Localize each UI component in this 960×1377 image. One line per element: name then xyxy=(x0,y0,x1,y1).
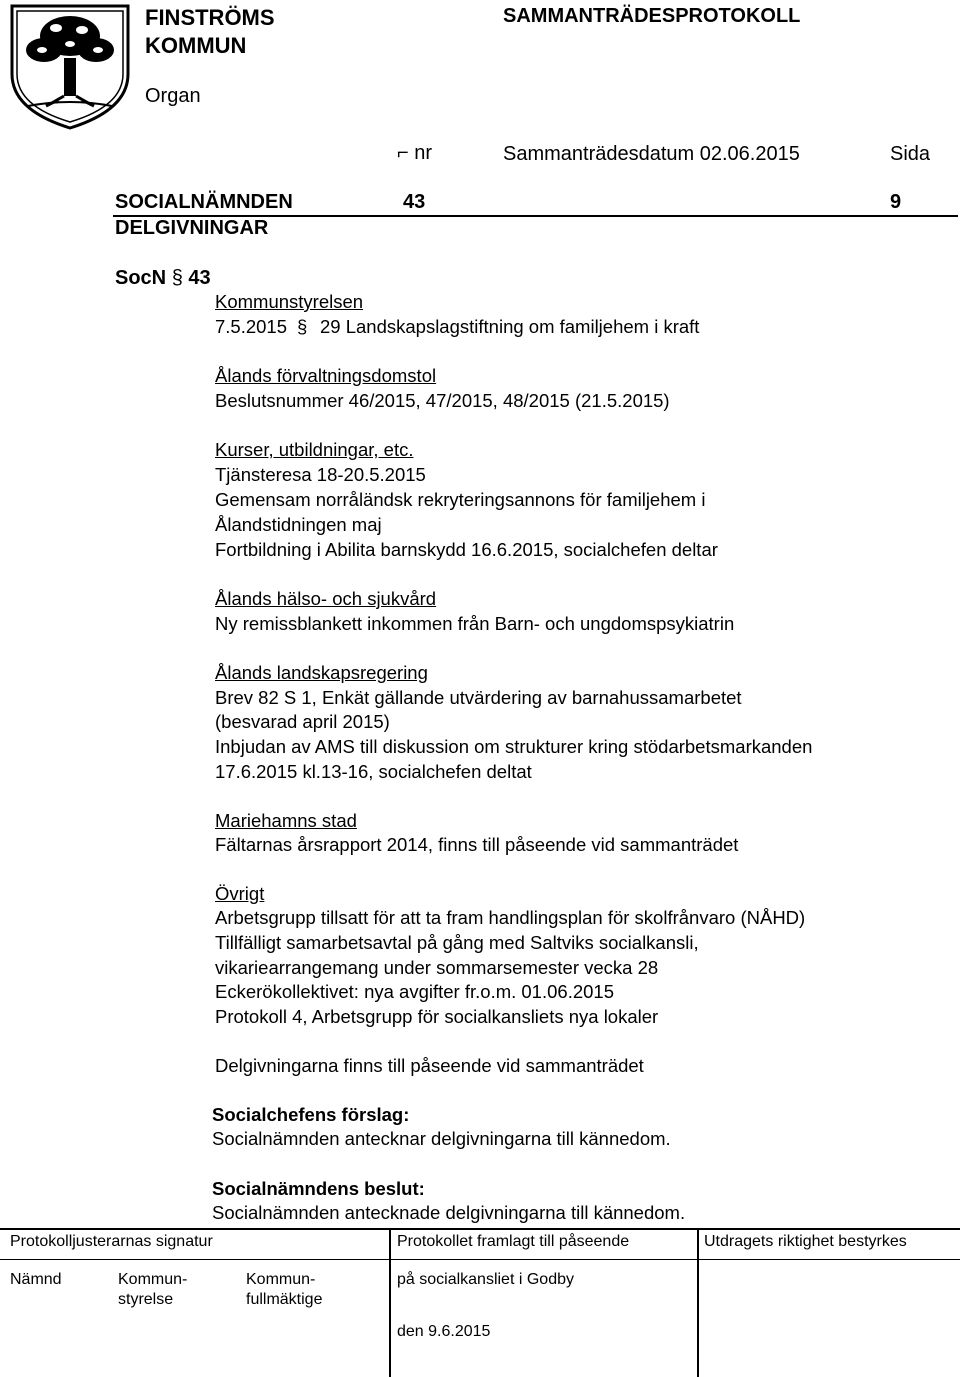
page-label: Sida xyxy=(890,143,931,165)
sender-kurser: Kurser, utbildningar, etc. xyxy=(215,439,414,460)
body-line: (besvarad april 2015) xyxy=(215,711,390,732)
decision-text: Socialnämnden antecknade delgivningarna till kännedom. xyxy=(212,1202,686,1223)
section-symbol-inline: § xyxy=(297,316,308,337)
body-line: Fältarnas årsrapport 2014, finns till påseende vid sammanträdet xyxy=(215,834,739,855)
body-line: Brev 82 S 1, Enkät gällande utvärdering av barnahussamarbetet xyxy=(215,687,742,708)
nr-label: ⌐ nr xyxy=(397,142,433,164)
body-line: Eckerökollektivet: nya avgifter fr.o.m. 01.06.2015 xyxy=(215,981,614,1002)
body-line: Gemensam norråländsk rekryteringsannons för familjehem i xyxy=(215,489,706,510)
decision-heading: Socialnämndens beslut: xyxy=(212,1178,425,1199)
municipality-name-line2: KOMMUN xyxy=(145,33,247,58)
section-symbol: § xyxy=(171,267,183,289)
public-display-label: Protokollet framlagt till påseende xyxy=(397,1233,630,1250)
meeting-date-label: Sammanträdesdatum 02.06.2015 xyxy=(503,143,800,165)
organ-label: Organ xyxy=(145,85,201,107)
proposal-heading: Socialchefens förslag: xyxy=(212,1104,410,1125)
section-reference xyxy=(115,267,211,290)
footer-label-divider xyxy=(0,1259,960,1260)
signature-column-kommunstyrelse-2: styrelse xyxy=(118,1291,174,1308)
footer-top-border xyxy=(0,1228,960,1230)
section-number: 43 xyxy=(188,267,211,289)
signature-column-kommunstyrelse-1: Kommun- xyxy=(118,1271,188,1288)
nr-label-text: nr xyxy=(414,142,433,164)
municipality-coat-of-arms-logo xyxy=(6,2,134,132)
signature-column-namnd: Nämnd xyxy=(10,1271,62,1288)
body-line: 29 Landskapslagstiftning om familjehem i kraft xyxy=(320,316,700,337)
body-line: Tjänsteresa 18-20.5.2015 xyxy=(215,464,426,485)
body-line: Arbetsgrupp tillsatt för att ta fram handlingsplan för skolfrånvaro (NÅHD) xyxy=(215,907,806,928)
sender-ovrigt: Övrigt xyxy=(215,883,265,904)
document-title: SAMMANTRÄDESPROTOKOLL xyxy=(503,5,801,27)
subject-heading: DELGIVNINGAR xyxy=(115,217,269,239)
signature-column-fullmaktige-1: Kommun- xyxy=(246,1271,316,1288)
sender-kommunstyrelsen: Kommunstyrelsen xyxy=(215,291,364,312)
body-line: Ålandstidningen maj xyxy=(215,514,382,535)
signature-column-fullmaktige-2: fullmäktige xyxy=(246,1291,323,1308)
body-line: Ny remissblankett inkommen från Barn- och ungdomspsykiatrin xyxy=(215,613,735,634)
sender-landskapsregering: Ålands landskapsregering xyxy=(215,662,428,683)
municipality-name-line1: FINSTRÖMS xyxy=(145,5,275,30)
organ-value: SOCIALNÄMNDEN xyxy=(115,191,293,213)
display-place: på socialkansliet i Godby xyxy=(397,1271,574,1288)
section-ref-label: SocN xyxy=(115,267,167,289)
body-line: Protokoll 4, Arbetsgrupp för socialkansliets nya lokaler xyxy=(215,1006,659,1027)
signature-label: Protokolljusterarnas signatur xyxy=(10,1233,213,1250)
sender-mariehamns-stad: Mariehamns stad xyxy=(215,810,357,831)
sender-halso-sjukvard: Ålands hälso- och sjukvård xyxy=(215,588,437,609)
display-date: den 9.6.2015 xyxy=(397,1323,491,1340)
body-line: Delgivningarna finns till påseende vid sammanträdet xyxy=(215,1055,644,1076)
footer-column-divider-1 xyxy=(389,1228,391,1377)
nr-value: 43 xyxy=(403,191,426,213)
sender-forvaltningsdomstol: Ålands förvaltningsdomstol xyxy=(215,365,437,386)
body-line: 7.5.2015 xyxy=(215,316,288,337)
body-line: 17.6.2015 kl.13-16, socialchefen deltat xyxy=(215,761,532,782)
extract-certified-label: Utdragets riktighet bestyrkes xyxy=(704,1233,907,1250)
footer-column-divider-2 xyxy=(697,1228,699,1377)
page-value: 9 xyxy=(890,191,902,213)
proposal-text: Socialnämnden antecknar delgivningarna till kännedom. xyxy=(212,1128,671,1149)
body-line: Tillfälligt samarbetsavtal på gång med Saltviks socialkansli, xyxy=(215,932,699,953)
body-line: Beslutsnummer 46/2015, 47/2015, 48/2015 (21.5.2015) xyxy=(215,390,670,411)
body-line: Inbjudan av AMS till diskussion om strukturer kring stödarbetsmarkanden xyxy=(215,736,813,757)
body-line: Fortbildning i Abilita barnskydd 16.6.2015, socialchefen deltar xyxy=(215,539,718,560)
body-line: vikariearrangemang under sommarsemester vecka 28 xyxy=(215,957,659,978)
